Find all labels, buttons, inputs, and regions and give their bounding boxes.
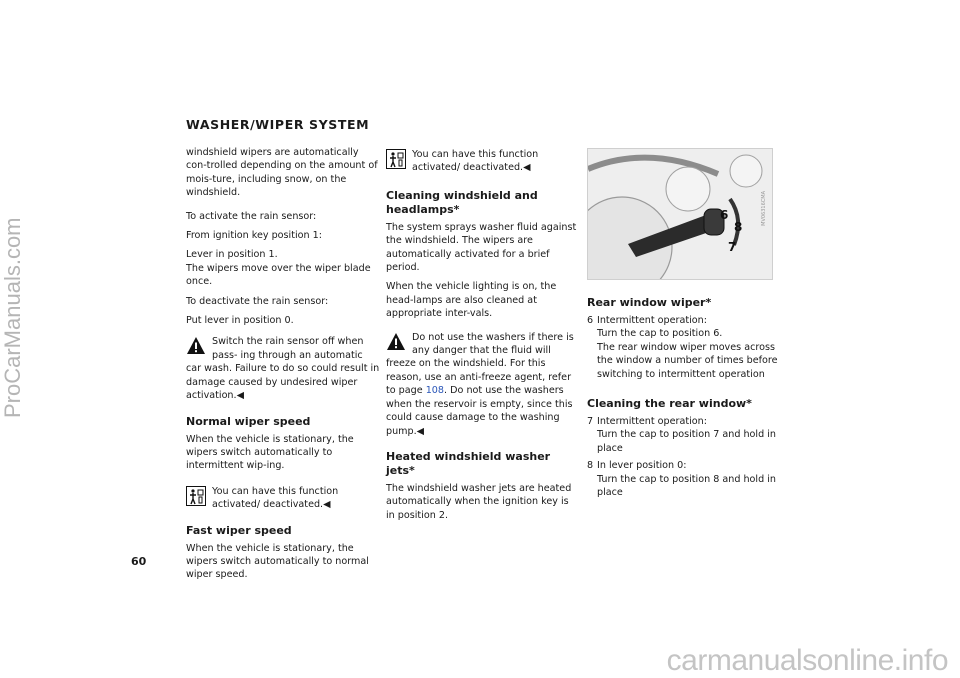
list-title: In lever position 0: (597, 460, 687, 472)
warning-line-1: Do not use the washers if there is any (412, 331, 574, 357)
fast-wiper-text: When the vehicle is stationary, the wipers switch automatically to normal wiper speed. (186, 542, 369, 581)
workshop-icon (186, 486, 206, 506)
warning-note-washer (386, 331, 580, 438)
warning-triangle-icon (386, 332, 406, 352)
heading-rear-window-wiper: Rear window wiper* (587, 296, 712, 309)
heading-cleaning-windshield: Cleaning windshield and headlamps* (386, 188, 538, 216)
warning-line-2: ing through an automatic car wash. (186, 349, 363, 375)
figure-code: MV06316CMA (760, 191, 767, 226)
page-reference-link[interactable]: 108 (425, 385, 445, 397)
section-title: WASHER/WIPER SYSTEM (186, 117, 370, 132)
warning-rest-c: Do not use the washers when the reservoir is empty, since this could cause damage to the washing pump. (386, 385, 573, 437)
list-text: Turn the cap to position 6. (597, 328, 723, 340)
position-label-6: 6 (720, 208, 729, 222)
warning-text (386, 331, 580, 438)
warning-line-1: Switch the rain sensor off when pass- (212, 336, 364, 361)
wiper-lever-illustration (587, 148, 773, 280)
heading-cleaning-rear-window: Cleaning the rear window* (587, 397, 752, 411)
workshop-icon (386, 149, 406, 169)
list-item (587, 459, 779, 499)
warning-note-rain-sensor (186, 335, 380, 402)
activate-step-2: Lever in position 1. (186, 249, 278, 261)
heading-heated-washer-jets: Heated windshield washer jets* (386, 449, 551, 477)
end-mark: ◀ (323, 499, 331, 511)
info-note-top (386, 148, 580, 175)
list-text: Turn the cap to position 7 and hold in place (597, 429, 776, 454)
end-mark: ◀ (416, 425, 425, 437)
list-item (587, 314, 779, 381)
instrument-gauge (730, 155, 762, 187)
position-label-8: 8 (734, 220, 743, 234)
position-label-7: 7 (728, 240, 737, 254)
warning-triangle-icon (186, 336, 206, 356)
instrument-gauge (666, 167, 710, 211)
cleaning-text-1: The system sprays washer fluid against the windshield. The wipers are automatically activated for a brief period. (386, 221, 577, 274)
wiper-lever-figure (588, 149, 772, 279)
normal-wiper-text: When the vehicle is stationary, the wipers switch automatically to intermittent wip-ing. (186, 433, 354, 472)
heading-normal-wiper-speed: Normal wiper speed (186, 414, 311, 428)
warning-rest-b: . (444, 385, 448, 397)
intro-text: windshield wipers are automatically con-trolled depending on the amount of mois-ture, including snow, on the windshield. (186, 147, 378, 199)
list-item (587, 415, 779, 455)
note-text: You can have this function activated/ deactivated. (212, 485, 339, 511)
heated-text: The windshield washer jets are heated automatically when the ignition key is in position 2. (386, 482, 572, 521)
note-text: You can have this function activated/ deactivated. (412, 149, 539, 174)
activate-step-1: From ignition key position 1: (186, 230, 322, 242)
deactivate-heading: To deactivate the rain sensor: (186, 295, 329, 307)
heading-fast-wiper-speed: Fast wiper speed (186, 523, 292, 537)
footer-watermark: carmanualsonline.info (666, 644, 948, 677)
activate-step-3: The wipers move over the wiper blade once. (186, 262, 371, 288)
end-mark: ◀ (523, 162, 531, 174)
column-3 (587, 148, 779, 503)
warning-line-2: danger that the fluid will freeze on (386, 345, 551, 370)
column-2 (386, 148, 580, 528)
warning-rest-a: the windshield. For this reason, use an anti-freeze agent, refer to page (386, 358, 572, 397)
warning-text (186, 335, 380, 402)
info-note-normal (186, 485, 380, 512)
page-number: 60 (131, 555, 147, 568)
column-1 (186, 146, 380, 588)
side-watermark: ProCarManuals.com (0, 217, 25, 418)
cleaning-text-2: When the vehicle lighting is on, the head-lamps are also cleaned at appropriate inter-vals. (386, 281, 557, 320)
list-text: The rear window wiper moves across the window a number of times before switching to intermittent operation (597, 341, 778, 380)
list-number: 8 (587, 460, 594, 472)
deactivate-step: Put lever in position 0. (186, 315, 294, 327)
list-title: Intermittent operation: (597, 315, 707, 326)
end-mark: ◀ (236, 390, 244, 402)
list-number: 6 (587, 315, 594, 326)
list-text: Turn the cap to position 8 and hold in place (597, 473, 776, 499)
list-number: 7 (587, 416, 594, 428)
activate-heading: To activate the rain sensor: (186, 210, 317, 222)
list-title: Intermittent operation: (597, 416, 707, 428)
warning-rest: Failure to do so could result in damage caused by undesired wiper activation. (186, 363, 380, 402)
